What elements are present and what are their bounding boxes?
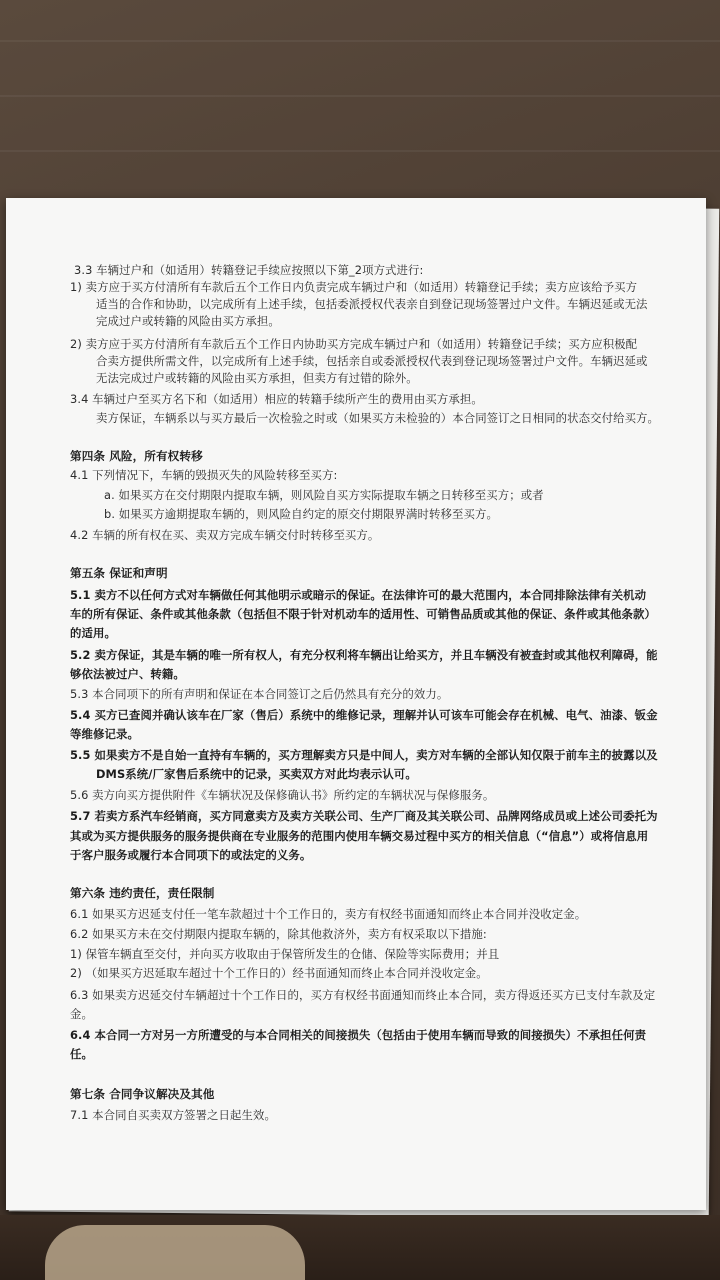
clause-6-3-line2: 金。 (70, 1007, 93, 1021)
clause-5-3: 5.3 本合同项下的所有声明和保证在本合同签订之后仍然具有充分的效力。 (70, 687, 449, 701)
clause-6-3-line1: 6.3 如果卖方迟延交付车辆超过十个工作日的，买方有权经书面通知而终止本合同，卖方得返还买方已支付车款及定 (70, 988, 656, 1002)
clause-5-5-line1: 5.5 如果卖方不是自始一直持有车辆的，买方理解卖方只是中间人，卖方对车辆的全部认知仅限于前车主的披露以及 (70, 748, 658, 762)
clause-7-1: 7.1 本合同自买卖双方签署之日起生效。 (70, 1108, 276, 1122)
clause-3-3-2-line3: 无法完成过户或转籍的风险由买方承担，但卖方有过错的除外。 (96, 371, 418, 385)
clause-3-4: 3.4 车辆过户至买方名下和（如适用）相应的转籍手续所产生的费用由买方承担。 (70, 392, 483, 406)
clause-4-2: 4.2 车辆的所有权在买、卖双方完成车辆交付时转移至买方。 (70, 528, 380, 542)
article-6-heading: 第六条 违约责任，责任限制 (70, 886, 215, 900)
clause-6-4-line1: 6.4 本合同一方对另一方所遭受的与本合同相关的间接损失（包括由于使用车辆而导致的间接损失）不承担任何责 (70, 1028, 647, 1042)
shoe-in-foreground (45, 1225, 305, 1280)
contract-page (6, 198, 706, 1210)
clause-3-3: 3.3 车辆过户和（如适用）转籍登记手续应按照以下第_2项方式进行: (74, 263, 424, 277)
clause-5-4-line1: 5.4 买方已查阅并确认该车在厂家（售后）系统中的维修记录，理解并认可该车可能会存在机械、电气、油漆、钣金 (70, 708, 658, 722)
article-7-heading: 第七条 合同争议解决及其他 (70, 1087, 215, 1101)
article-5-heading: 第五条 保证和声明 (70, 566, 168, 580)
clause-5-7-line1: 5.7 若卖方系汽车经销商，买方同意卖方及卖方关联公司、生产厂商及其关联公司、品牌网络成员或上述公司委托为 (70, 809, 658, 823)
clause-3-3-2-line1: 2) 卖方应于买方付清所有车款后五个工作日内协助买方完成车辆过户和（如适用）转籍登记手续；买方应积极配 (70, 337, 638, 351)
clause-4-1-b: b. 如果买方逾期提取车辆的，则风险自约定的原交付期限界满时转移至买方。 (104, 507, 498, 521)
clause-5-5-line2: DMS系统/厂家售后系统中的记录，买卖双方对此均表示认可。 (96, 767, 417, 781)
clause-5-1-line1: 5.1 卖方不以任何方式对车辆做任何其他明示或暗示的保证。在法律许可的最大范围内，本合同排除法律有关机动 (70, 588, 647, 602)
seller-warranty-line: 卖方保证，车辆系以与买方最后一次检验之时或（如果买方未检验的）本合同签订之日相同的状态交付给买方。 (96, 411, 660, 425)
clause-5-7-line2: 其或为买方提供服务的服务提供商在专业服务的范围内使用车辆交易过程中买方的相关信息（“信息”）或将信息用 (70, 829, 649, 843)
clause-4-1-a: a. 如果买方在交付期限内提取车辆，则风险自买方实际提取车辆之日转移至买方；或者 (104, 488, 544, 502)
clause-3-3-2-line2: 合卖方提供所需文件，以完成所有上述手续，包括亲自或委派授权代表到登记现场签署过户文件。车辆迟延或 (96, 354, 648, 368)
clause-6-2-2: 2) （如果买方迟延取车超过十个工作日的）经书面通知而终止本合同并没收定金。 (70, 966, 488, 980)
clause-5-6: 5.6 卖方向买方提供附件《车辆状况及保修确认书》所约定的车辆状况与保修服务。 (70, 788, 495, 802)
clause-5-1-line2: 车的所有保证、条件或其他条款（包括但不限于针对机动车的适用性、可销售品质或其他的保证、条件或其他条款） (70, 607, 657, 621)
clause-4-1: 4.1 下列情况下，车辆的毁损灭失的风险转移至买方: (70, 468, 338, 482)
clause-6-4-line2: 任。 (70, 1047, 93, 1061)
clause-6-2-1: 1) 保管车辆直至交付，并向买方收取由于保管所发生的仓储、保险等实际费用；并且 (70, 947, 500, 961)
article-4-heading: 第四条 风险，所有权转移 (70, 449, 203, 463)
clause-3-3-1-line2: 适当的合作和协助，以完成所有上述手续，包括委派授权代表亲自到登记现场签署过户文件。车辆迟延或无法 (96, 297, 648, 311)
clause-6-2: 6.2 如果买方未在交付期限内提取车辆的，除其他救济外，卖方有权采取以下措施: (70, 927, 487, 941)
clause-3-3-1-line3: 完成过户或转籍的风险由买方承担。 (96, 314, 280, 328)
clause-5-4-line2: 等维修记录。 (70, 727, 139, 741)
clause-5-1-line3: 的适用。 (70, 626, 116, 640)
clause-6-1: 6.1 如果买方迟延支付任一笔车款超过十个工作日的，卖方有权经书面通知而终止本合同并没收定金。 (70, 907, 587, 921)
clause-5-2-line1: 5.2 卖方保证，其是车辆的唯一所有权人，有充分权利将车辆出让给买方，并且车辆没有被查封或其他权利障碍，能 (70, 648, 658, 662)
clause-5-7-line3: 于客户服务或履行本合同项下的或法定的义务。 (70, 848, 312, 862)
clause-5-2-line2: 够依法被过户、转籍。 (70, 667, 185, 681)
clause-3-3-1-line1: 1) 卖方应于买方付清所有车款后五个工作日内负责完成车辆过户和（如适用）转籍登记手续；卖方应该给予买方 (70, 280, 638, 294)
